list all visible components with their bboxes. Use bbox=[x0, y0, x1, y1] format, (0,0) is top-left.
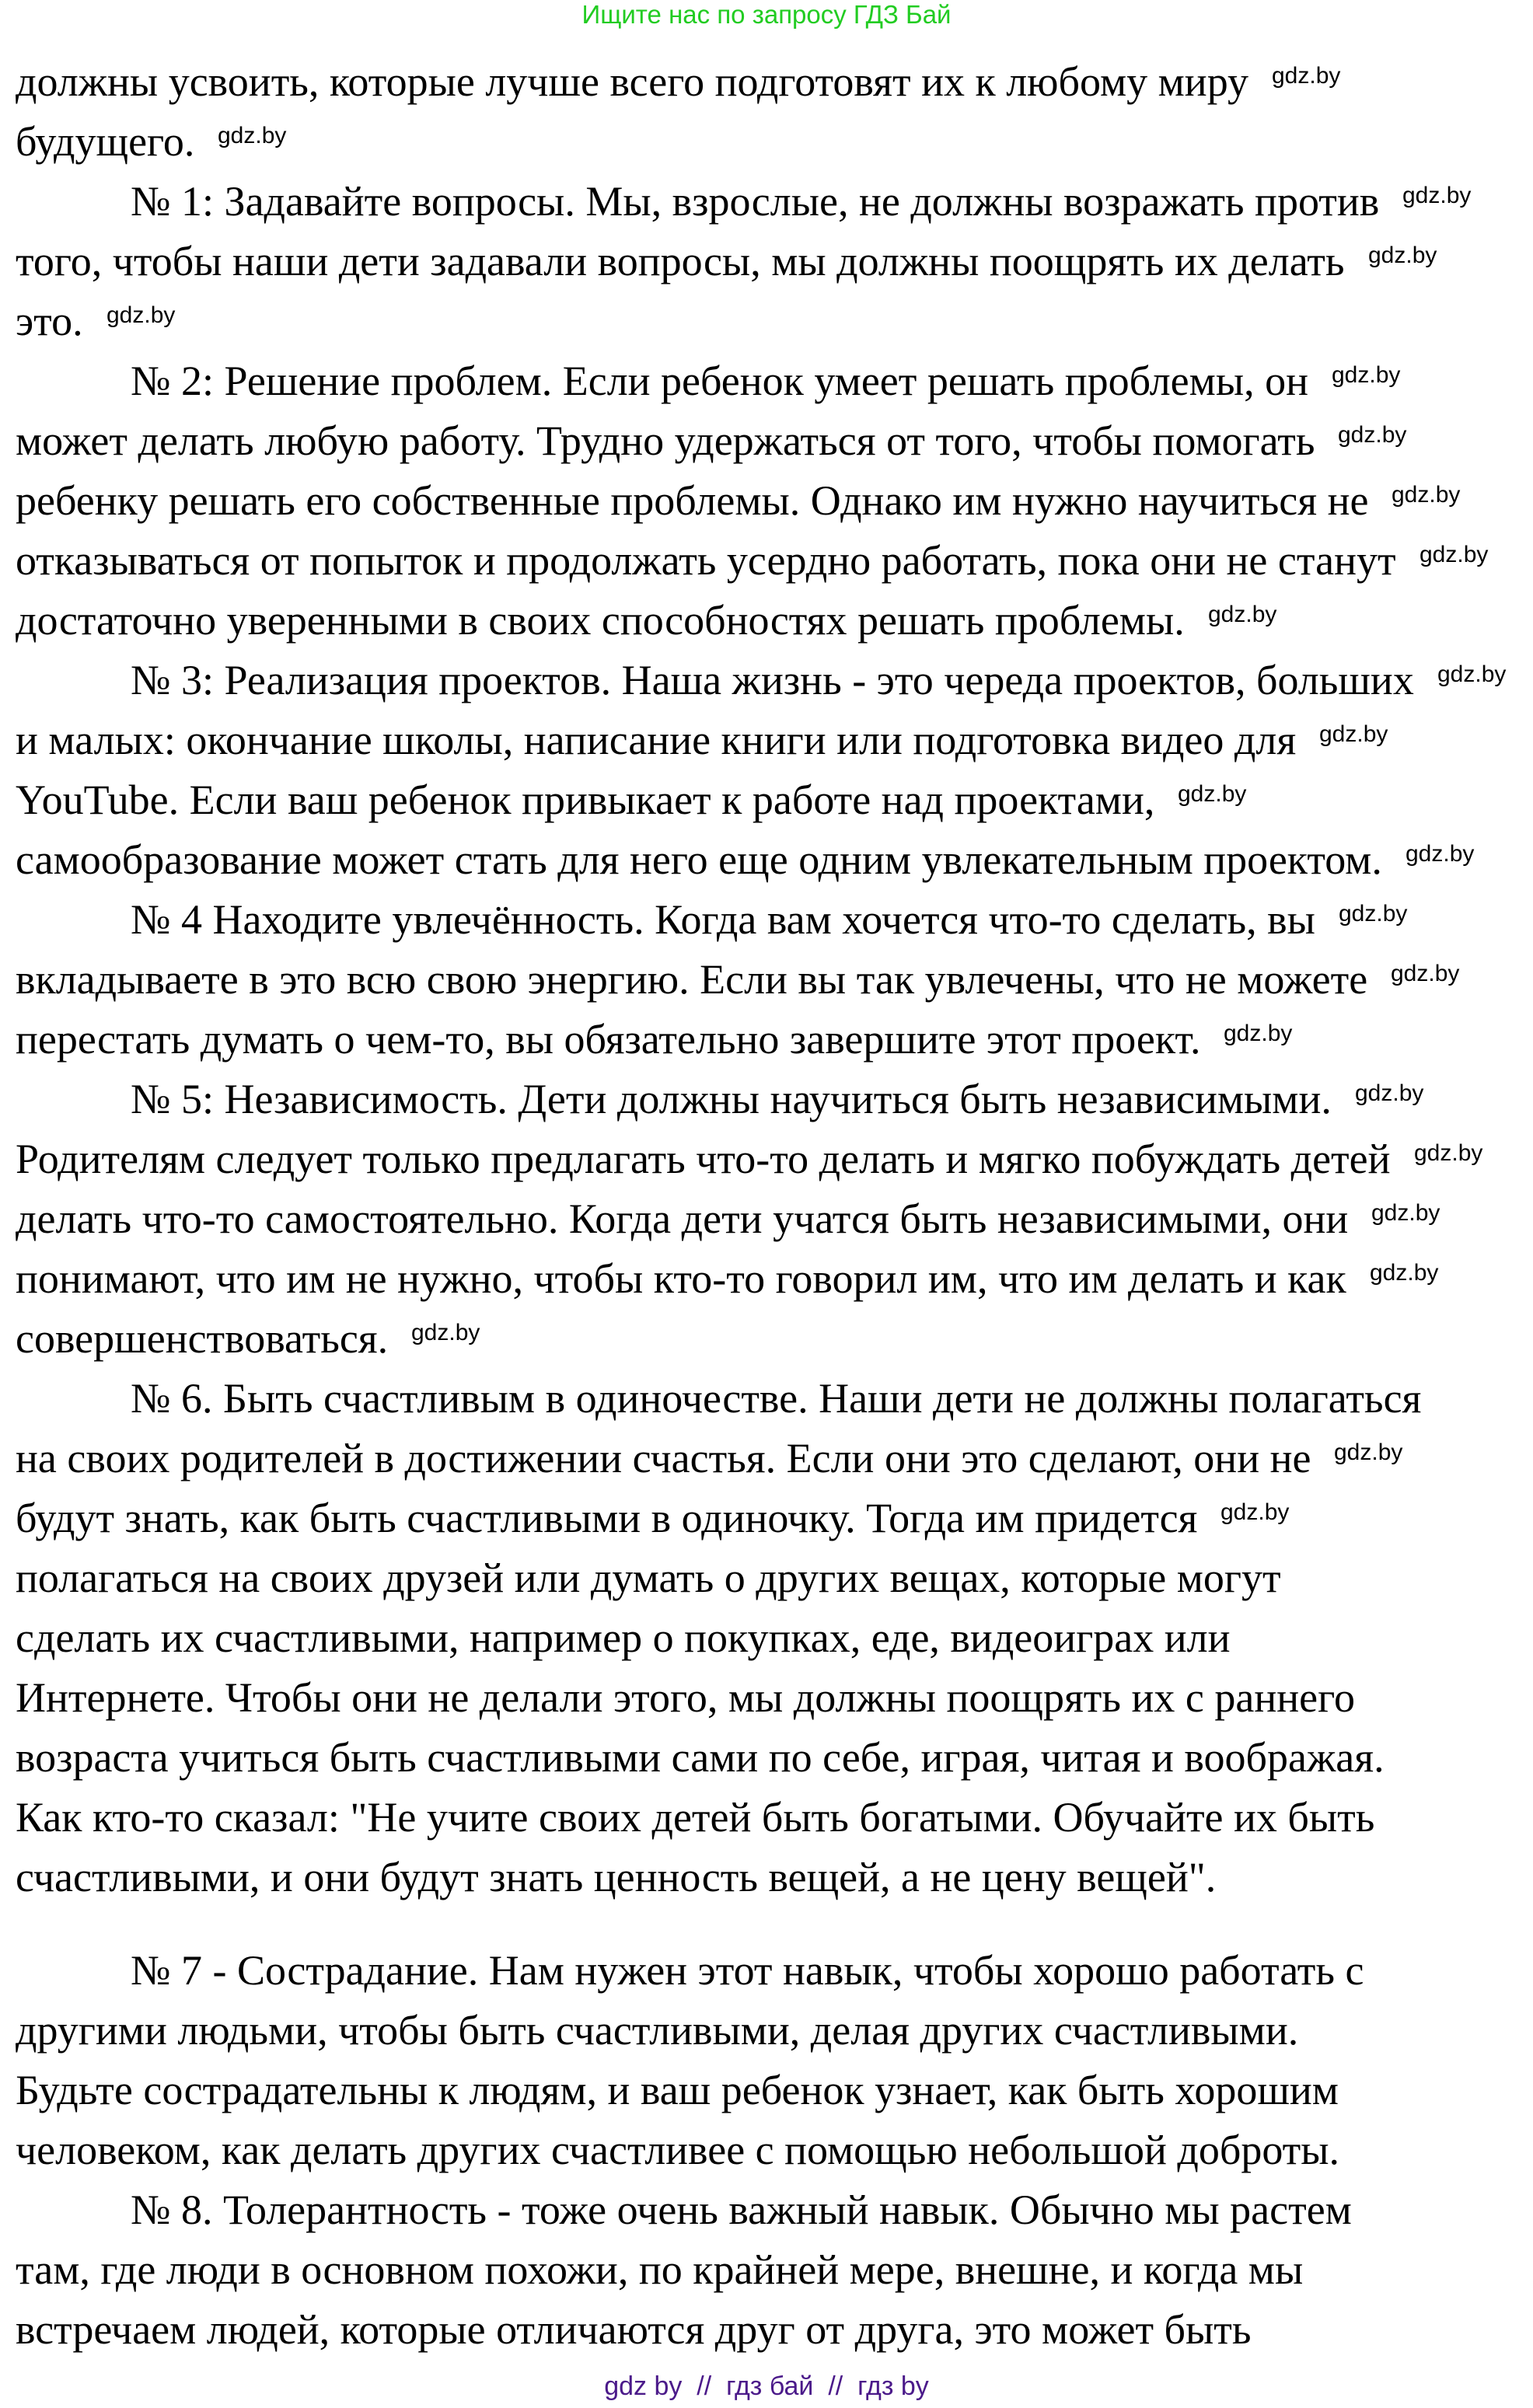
text-line bbox=[0, 1249, 1346, 1309]
text-line-content: № 7 - Сострадание. Нам нужен этот навык, чтобы хорошо работать с bbox=[131, 1947, 1364, 1994]
text-line-content: достаточно уверенными в своих способностях решать проблемы. bbox=[16, 597, 1185, 644]
text-line-content: № 3: Реализация проектов. Наша жизнь - это череда проектов, больших bbox=[131, 657, 1414, 703]
watermark: gdz.by bbox=[1224, 1021, 1293, 1046]
text-line bbox=[0, 1548, 1281, 1608]
text-line bbox=[0, 1010, 1200, 1070]
text-line-content: и малых: окончание школы, написание книги или подготовка видео для bbox=[16, 717, 1297, 763]
text-line-content: вкладываете в это всю свою энергию. Если вы так увлечены, что не можете bbox=[16, 956, 1368, 1003]
text-line bbox=[0, 291, 83, 351]
text-line-content: будут знать, как быть счастливыми в одиночку. Тогда им придется bbox=[16, 1495, 1198, 1541]
watermark: gdz.by bbox=[1392, 482, 1461, 508]
text-line-content: № 4 Находите увлечённость. Когда вам хочется что-то сделать, вы bbox=[131, 896, 1315, 943]
text-line bbox=[0, 890, 1315, 950]
footer-links: gdz by // гдз бай // гдз by bbox=[604, 2371, 929, 2401]
watermark: gdz.by bbox=[1420, 542, 1489, 567]
watermark: gdz.by bbox=[1319, 721, 1388, 747]
text-line-content: Интернете. Чтобы они не делали этого, мы должны поощрять их с раннего bbox=[16, 1674, 1355, 1721]
text-line bbox=[0, 1788, 1374, 1848]
text-line bbox=[0, 1129, 1391, 1189]
text-line-content: встречаем людей, которые отличаются друг от друга, это может быть bbox=[16, 2306, 1252, 2353]
watermark: gdz.by bbox=[1178, 781, 1247, 807]
watermark: gdz.by bbox=[1208, 602, 1277, 627]
text-line-content: YouTube. Если ваш ребенок привыкает к работе над проектами, bbox=[16, 776, 1155, 823]
text-line-content: отказываться от попыток и продолжать усердно работать, пока они не станут bbox=[16, 537, 1396, 584]
text-line bbox=[0, 172, 1379, 232]
text-line bbox=[0, 950, 1367, 1010]
text-line-content: перестать думать о чем-то, вы обязательно завершите этот проект. bbox=[16, 1016, 1201, 1063]
text-line-content: человеком, как делать других счастливее с помощью небольшой доброты. bbox=[16, 2127, 1340, 2173]
watermark: gdz.by bbox=[1220, 1499, 1290, 1525]
text-line bbox=[0, 830, 1382, 890]
watermark: gdz.by bbox=[411, 1320, 480, 1345]
watermark: gdz.by bbox=[1370, 1260, 1439, 1286]
text-line-content: самообразование может стать для него еще одним увлекательным проектом. bbox=[16, 836, 1382, 883]
text-line bbox=[0, 2240, 1303, 2300]
text-line bbox=[0, 1848, 1216, 1907]
text-line bbox=[0, 770, 1154, 830]
watermark: gdz.by bbox=[1334, 1440, 1403, 1465]
text-line bbox=[0, 1070, 1332, 1129]
watermark: gdz.by bbox=[1332, 362, 1401, 388]
text-line bbox=[0, 710, 1296, 770]
text-line bbox=[0, 411, 1315, 471]
text-line-content: № 5: Независимость. Дети должны научиться быть независимыми. bbox=[131, 1076, 1332, 1122]
text-line-content: это. bbox=[16, 298, 83, 344]
text-line-content: № 2: Решение проблем. Если ребенок умеет решать проблемы, он bbox=[131, 358, 1309, 404]
text-line bbox=[0, 2120, 1339, 2180]
text-line-content: ребенку решать его собственные проблемы. Однако им нужно научиться не bbox=[16, 477, 1369, 524]
text-line-content: полагаться на своих друзей или думать о других вещах, которые могут bbox=[16, 1555, 1281, 1601]
text-line-content: делать что-то самостоятельно. Когда дети учатся быть независимыми, они bbox=[16, 1195, 1349, 1242]
search-hint-banner: Ищите нас по запросу ГДЗ Бай bbox=[581, 0, 952, 29]
text-line bbox=[0, 351, 1308, 411]
watermark: gdz.by bbox=[218, 123, 287, 148]
text-line-content: может делать любую работу. Трудно удержаться от того, чтобы помогать bbox=[16, 417, 1315, 464]
text-line-content: Будьте сострадательны к людям, и ваш ребенок узнает, как быть хорошим bbox=[16, 2067, 1339, 2113]
watermark: gdz.by bbox=[1406, 841, 1475, 867]
text-line bbox=[0, 1369, 1421, 1429]
watermark: gdz.by bbox=[1371, 1200, 1440, 1226]
text-line bbox=[0, 1941, 1364, 2001]
text-line bbox=[0, 1608, 1231, 1668]
text-line bbox=[0, 591, 1185, 651]
document-body bbox=[0, 52, 1533, 2360]
text-line-content: там, где люди в основном похожи, по крайней мере, внешне, и когда мы bbox=[16, 2246, 1304, 2293]
text-line bbox=[0, 1309, 388, 1369]
watermark: gdz.by bbox=[1368, 243, 1437, 268]
text-line bbox=[0, 2061, 1339, 2120]
text-line bbox=[0, 1429, 1311, 1488]
text-line-content: того, чтобы наши дети задавали вопросы, мы должны поощрять их делать bbox=[16, 238, 1345, 284]
text-line-content: Родителям следует только предлагать что-то делать и мягко побуждать детей bbox=[16, 1136, 1391, 1182]
text-line bbox=[0, 471, 1368, 531]
text-line-content: счастливыми, и они будут знать ценность вещей, а не цену вещей". bbox=[16, 1854, 1217, 1900]
watermark: gdz.by bbox=[1338, 422, 1407, 448]
text-line bbox=[0, 52, 1248, 112]
text-line bbox=[0, 232, 1345, 291]
text-line-content: совершенствоваться. bbox=[16, 1315, 389, 1362]
watermark: gdz.by bbox=[1355, 1080, 1424, 1106]
text-line bbox=[0, 2300, 1252, 2360]
watermark: gdz.by bbox=[1339, 901, 1408, 927]
text-line-content: будущего. bbox=[16, 118, 195, 165]
text-line bbox=[0, 1728, 1385, 1788]
text-line-content: должны усвоить, которые лучше всего подготовят их к любому миру bbox=[16, 58, 1248, 105]
text-line bbox=[0, 1488, 1197, 1548]
text-line-content: понимают, что им не нужно, чтобы кто-то говорил им, что им делать и как bbox=[16, 1255, 1346, 1302]
text-line bbox=[0, 531, 1396, 591]
text-line-content: Как кто-то сказал: "Не учите своих детей быть богатыми. Обучайте их быть bbox=[16, 1794, 1375, 1841]
text-line-content: № 1: Задавайте вопросы. Мы, взрослые, не должны возражать против bbox=[131, 178, 1380, 225]
watermark: gdz.by bbox=[1402, 183, 1472, 208]
text-line-content: на своих родителей в достижении счастья. Если они это сделают, они не bbox=[16, 1435, 1311, 1481]
text-line-content: другими людьми, чтобы быть счастливыми, делая других счастливыми. bbox=[16, 2007, 1299, 2054]
text-line bbox=[0, 112, 194, 172]
text-line bbox=[0, 2001, 1298, 2061]
text-line-content: № 8. Толерантность - тоже очень важный навык. Обычно мы растем bbox=[131, 2186, 1352, 2233]
text-line-content: возраста учиться быть счастливыми сами по себе, играя, читая и воображая. bbox=[16, 1734, 1385, 1781]
watermark: gdz.by bbox=[1437, 661, 1507, 687]
watermark: gdz.by bbox=[1272, 63, 1341, 89]
text-line-content: сделать их счастливыми, например о покупках, еде, видеоиграх или bbox=[16, 1614, 1231, 1661]
text-line bbox=[0, 1189, 1348, 1249]
text-line bbox=[0, 651, 1414, 710]
watermark: gdz.by bbox=[1391, 961, 1460, 986]
watermark: gdz.by bbox=[107, 302, 176, 328]
text-line-content: № 6. Быть счастливым в одиночестве. Наши дети не должны полагаться bbox=[131, 1375, 1422, 1422]
text-line bbox=[0, 2180, 1352, 2240]
text-line bbox=[0, 1668, 1355, 1728]
watermark: gdz.by bbox=[1414, 1140, 1483, 1166]
